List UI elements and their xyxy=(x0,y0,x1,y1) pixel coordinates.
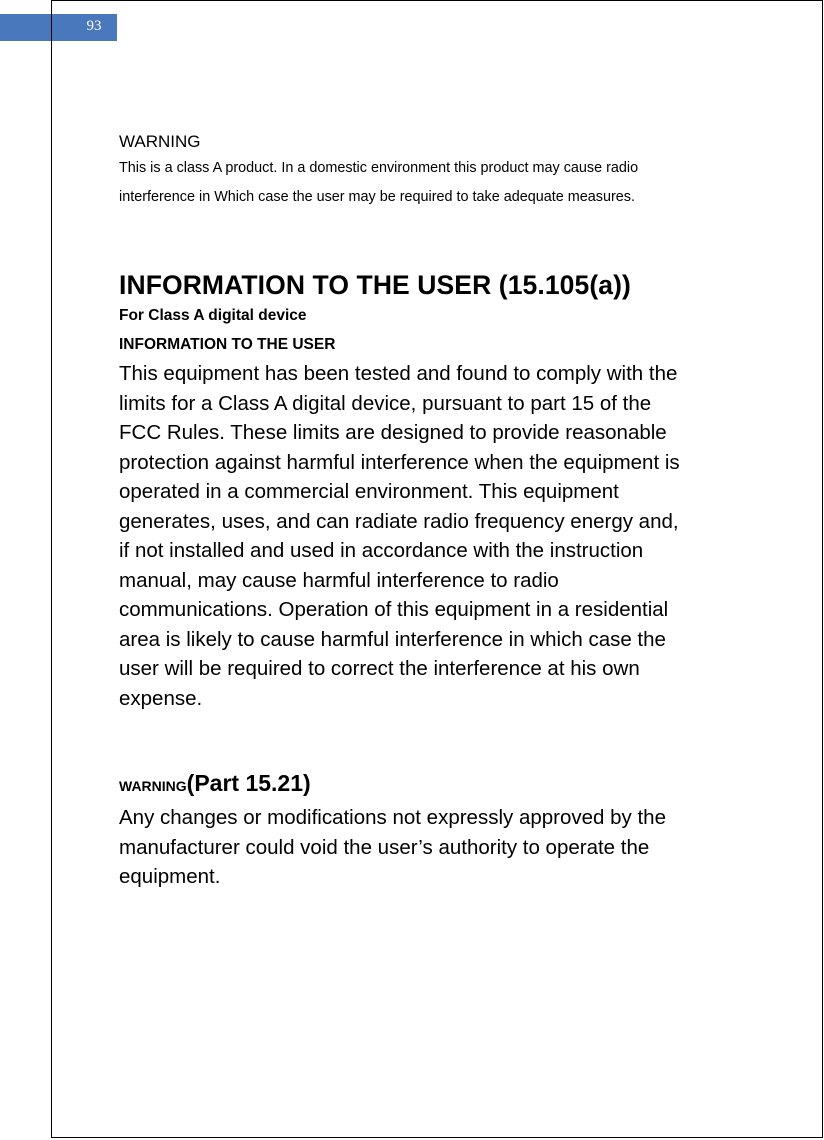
paragraph-line: user will be required to correct the interference at his own xyxy=(119,657,640,680)
document-content xyxy=(119,130,759,892)
paragraph-line: generates, uses, and can radiate radio frequency energy and, xyxy=(119,509,679,533)
paragraph-line: equipment. xyxy=(119,865,221,888)
paragraph-line: protection against harmful interference when the equipment is xyxy=(119,450,680,474)
paragraph-line: manufacturer could void the user’s authority to operate the xyxy=(119,835,650,859)
paragraph-line: This equipment has been tested and found to comply with the xyxy=(119,362,678,385)
paragraph-line: manual, may cause harmful interference to radio xyxy=(119,568,559,592)
info-paragraph xyxy=(119,359,759,713)
info-heading: INFORMATION TO THE USER (15.105(a)) xyxy=(119,270,631,300)
modifications-paragraph xyxy=(119,803,759,892)
page-number: 93 xyxy=(86,18,102,34)
warning-title: WARNING xyxy=(119,132,201,151)
paragraph-line: FCC Rules. These limits are designed to provide reasonable xyxy=(119,421,667,444)
paragraph-line: operated in a commercial environment. This equipment xyxy=(119,480,619,503)
paragraph-line: expense. xyxy=(119,686,203,710)
paragraph-line: Any changes or modifications not expressly approved by the xyxy=(119,806,666,829)
warning-text-line: interference in Which case the user may be required to take adequate measures. xyxy=(119,189,635,205)
warning-label-large: (Part 15.21) xyxy=(186,770,311,796)
paragraph-line: if not installed and used in accordance with the instruction xyxy=(119,539,644,562)
info-user-subheading: INFORMATION TO THE USER xyxy=(119,336,336,353)
paragraph-line: limits for a Class A digital device, pursuant to part 15 of the xyxy=(119,391,652,415)
warning-text-line: This is a class A product. In a domestic environment this product may cause radio xyxy=(119,160,639,176)
part-15-21-heading xyxy=(119,767,759,803)
warning-label-small: WARNING xyxy=(119,778,187,794)
paragraph-line: area is likely to cause harmful interference in which case the xyxy=(119,627,666,651)
paragraph-line: communications. Operation of this equipment in a residential xyxy=(119,598,669,621)
class-a-subheading: For Class A digital device xyxy=(119,307,307,324)
